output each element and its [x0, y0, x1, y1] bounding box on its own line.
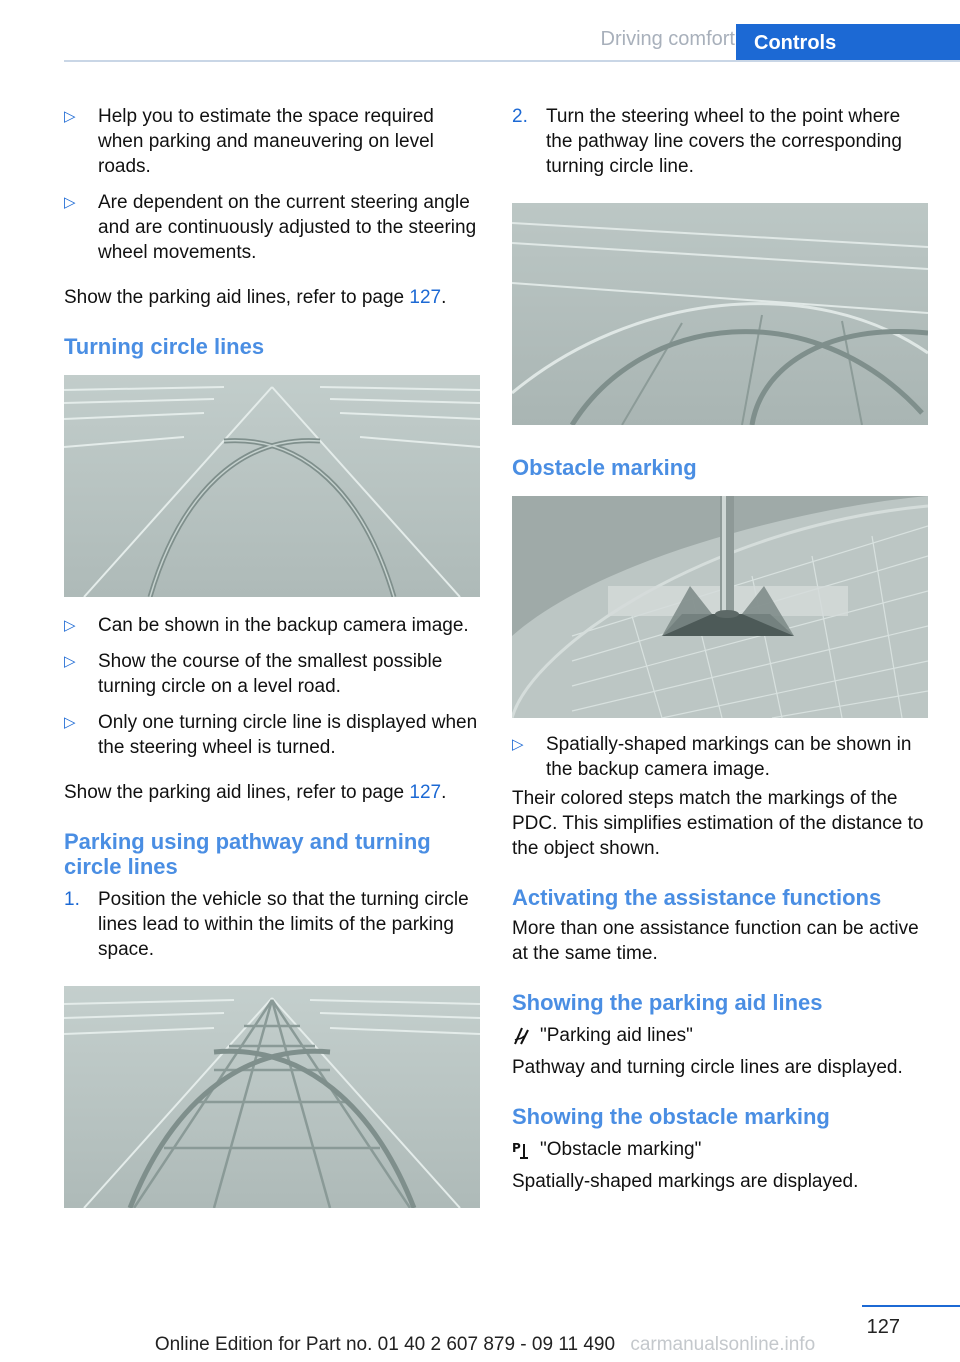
- list-item: ▷ Are dependent on the current steering angle and are continuously adjusted to the steering wheel movements.: [64, 192, 477, 263]
- header-section-title: Driving comfort: [600, 28, 735, 50]
- obstacle-marking-icon: [512, 1140, 530, 1160]
- paragraph-lines-displayed: Pathway and turning circle lines are displayed.: [512, 1057, 903, 1078]
- heading-showing-parking-aid-lines: Showing the parking aid lines: [512, 990, 823, 1015]
- steering-alignment-figure: [512, 203, 928, 425]
- heading-activating: Activating the assistance functions: [512, 885, 882, 910]
- page-link[interactable]: 127: [409, 782, 442, 803]
- footer-rule: [862, 1305, 960, 1307]
- watermark: carmanualsonline.info: [630, 1334, 816, 1355]
- left-column: [64, 104, 480, 1208]
- page-number: 127: [866, 1316, 900, 1338]
- list-item: ▷ Show the course of the smallest possible turning circle on a level road.: [64, 651, 443, 697]
- page-reference-2: Show the parking aid lines, refer to page 127.: [64, 782, 447, 803]
- heading-showing-obstacle-marking: Showing the obstacle marking: [512, 1104, 830, 1129]
- page-link[interactable]: 127: [409, 287, 442, 308]
- heading-obstacle-marking: Obstacle marking: [512, 455, 697, 480]
- list-item: 1. Position the vehicle so that the turning circle lines lead to within the limits of the parking space.: [64, 889, 469, 960]
- right-column: [512, 104, 928, 1194]
- list-item: 2. Turn the steering wheel to the point where the pathway line covers the corresponding turning circle line.: [512, 106, 902, 177]
- header-chapter-tab: Controls: [736, 24, 960, 62]
- page-reference-1: Show the parking aid lines, refer to page 127.: [64, 287, 447, 308]
- parking-aid-lines-icon: [512, 1026, 530, 1046]
- bullet-triangle-icon: ▷: [64, 194, 76, 211]
- setting-obstacle-marking: P "Obstacle marking": [512, 1139, 702, 1160]
- list-item: ▷ Only one turning circle line is displayed when the steering wheel is turned.: [64, 712, 478, 758]
- bullet-list-obstacle: [512, 732, 928, 782]
- heading-turning-circle-lines: Turning circle lines: [64, 334, 265, 359]
- bullet-triangle-icon: ▷: [64, 617, 76, 634]
- list-item: ▷ Spatially-shaped markings can be shown in the backup camera image.: [512, 734, 912, 780]
- bullet-triangle-icon: ▷: [512, 736, 524, 753]
- svg-text:P: P: [512, 1140, 521, 1155]
- steps-list-right: [512, 104, 928, 179]
- bullet-triangle-icon: ▷: [64, 714, 76, 731]
- turning-circle-figure: [64, 375, 480, 597]
- list-item: ▷ Can be shown in the backup camera image.: [64, 615, 469, 636]
- paragraph-obstacle: Their colored steps match the markings of the PDC. This simplifies estimation of the distance to the object shown.: [512, 788, 924, 859]
- edition-footer: Online Edition for Part no. 01 40 2 607 879 - 09 11 490 carmanualsonline.info: [154, 1334, 816, 1355]
- bullet-triangle-icon: ▷: [64, 653, 76, 670]
- heading-parking-pathway: Parking using pathway and turning circle lines: [64, 829, 431, 879]
- list-item: ▷ Help you to estimate the space required when parking and maneuvering on level roads.: [64, 106, 434, 177]
- paragraph-activating: More than one assistance function can be active at the same time.: [512, 918, 919, 964]
- bullet-list-top: [64, 104, 480, 265]
- bullet-list-turning: [64, 613, 480, 760]
- obstacle-marking-figure: [512, 496, 928, 718]
- setting-parking-aid-lines: "Parking aid lines": [512, 1023, 928, 1048]
- steps-list-left: [64, 887, 480, 962]
- bullet-triangle-icon: ▷: [64, 108, 76, 125]
- paragraph-markings-displayed: Spatially-shaped markings are displayed.: [512, 1171, 859, 1192]
- header-rule: [64, 60, 960, 62]
- pathway-turning-figure: [64, 986, 480, 1208]
